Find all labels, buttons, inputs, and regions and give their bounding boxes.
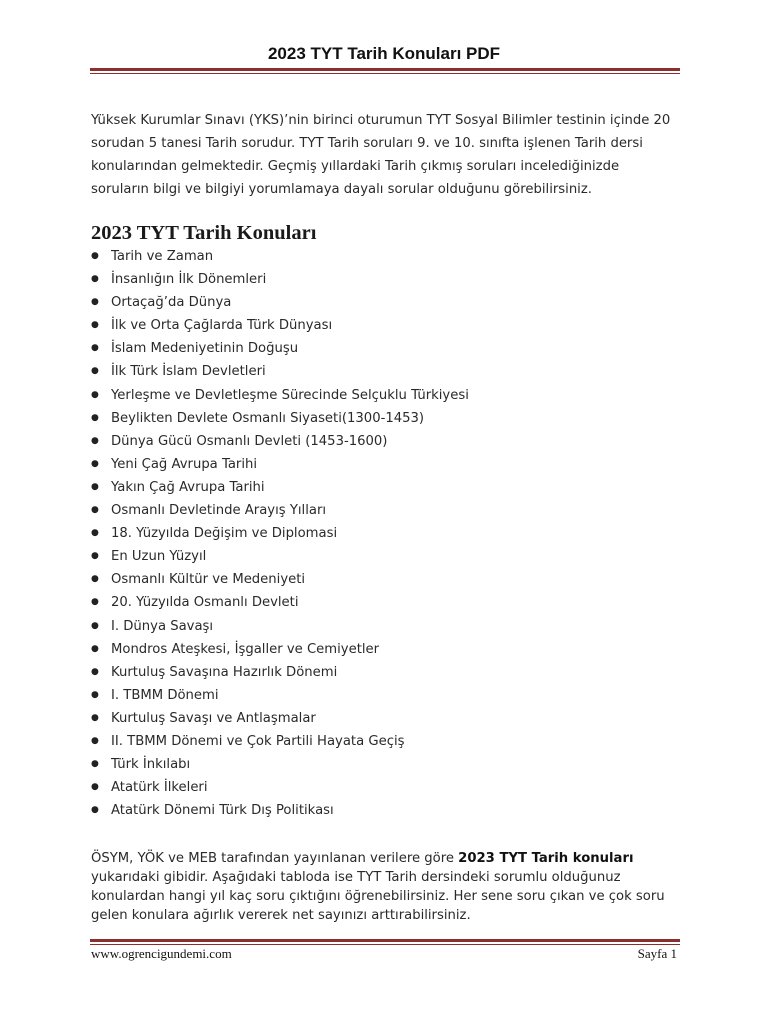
list-item <box>91 707 681 730</box>
list-item <box>91 360 681 383</box>
page-title: 2023 TYT Tarih Konuları PDF <box>267 44 501 63</box>
bullet-icon: ● <box>91 274 99 285</box>
list-item <box>91 776 681 799</box>
footer-page-number: Sayfa 1 <box>637 946 677 961</box>
bullet-icon: ● <box>91 412 99 423</box>
topic-label: I. Dünya Savaşı <box>111 618 214 634</box>
list-item <box>91 638 681 661</box>
bullet-icon: ● <box>91 251 99 261</box>
topic-label: İlk Türk İslam Devletleri <box>111 364 266 380</box>
list-item <box>91 337 681 360</box>
topic-label: Yakın Çağ Avrupa Tarihi <box>111 479 265 495</box>
topic-label: Yeni Çağ Avrupa Tarihi <box>111 456 258 472</box>
list-item <box>91 430 681 453</box>
topic-list <box>91 245 681 822</box>
topic-label: II. TBMM Dönemi ve Çok Partili Hayata Geçiş <box>111 733 405 749</box>
outro-bold-text: 2023 TYT Tarih konuları <box>458 851 634 866</box>
list-item <box>91 591 681 614</box>
bullet-icon: ● <box>91 481 99 492</box>
bullet-icon: ● <box>91 805 99 816</box>
list-item <box>91 568 681 591</box>
list-item <box>91 545 681 568</box>
topic-label: Dünya Gücü Osmanlı Devleti (1453-1600) <box>111 433 388 449</box>
bullet-icon: ● <box>91 435 99 446</box>
topic-label: Kurtuluş Savaşı ve Antlaşmalar <box>111 710 316 726</box>
topic-label: Osmanlı Devletinde Arayış Yılları <box>111 503 327 519</box>
bullet-icon: ● <box>91 389 99 400</box>
bullet-icon: ● <box>91 620 99 631</box>
list-item <box>91 268 681 291</box>
topic-label: En Uzun Yüzyıl <box>111 549 207 565</box>
intro-paragraph: Yüksek Kurumlar Sınavı (YKS)’nin birinci oturumun TYT Sosyal Bilimler testinin içinde 20 sorudan 5 tanesi Tarih sorudur. TYT Tarih soruları 9. ve 10. sınıfta işlenen Tarih dersi konularından gelmektedir. Geçmiş yıllardaki Tarih çıkmış soruları incelediğinizde soruların bilgi ve bilgiyi yorumlamaya dayalı sorular olduğunu görebilirsiniz. <box>91 113 671 197</box>
bullet-icon: ● <box>91 505 99 516</box>
topic-label: 18. Yüzyılda Değişim ve Diplomasi <box>111 526 338 542</box>
list-item <box>91 245 681 268</box>
list-item <box>91 615 681 638</box>
topic-label: İslam Medeniyetinin Doğuşu <box>111 341 299 357</box>
bullet-icon: ● <box>91 759 99 770</box>
topic-label: Osmanlı Kültür ve Medeniyeti <box>111 572 306 588</box>
list-item <box>91 384 681 407</box>
list-item <box>91 476 681 499</box>
bullet-icon: ● <box>91 528 99 539</box>
topic-label: İnsanlığın İlk Dönemleri <box>111 272 267 288</box>
bullet-icon: ● <box>91 597 99 608</box>
topic-label: Kurtuluş Savaşına Hazırlık Dönemi <box>111 664 338 680</box>
section-heading: 2023 TYT Tarih Konuları <box>91 222 317 244</box>
bullet-icon: ● <box>91 689 99 700</box>
bullet-icon: ● <box>91 551 99 562</box>
bullet-icon: ● <box>91 458 99 469</box>
topic-label: Tarih ve Zaman <box>111 249 214 264</box>
topic-label: Türk İnkılabı <box>111 757 191 773</box>
list-item <box>91 730 681 753</box>
list-item <box>91 661 681 684</box>
list-item <box>91 799 681 822</box>
list-item <box>91 407 681 430</box>
list-item <box>91 499 681 522</box>
topic-label: İlk ve Orta Çağlarda Türk Dünyası <box>111 318 333 334</box>
outro-text-before: ÖSYM, YÖK ve MEB tarafından yayınlanan verilere göre <box>91 851 459 866</box>
list-item <box>91 522 681 545</box>
topic-label: Ortaçağ’da Dünya <box>111 295 232 311</box>
bullet-icon: ● <box>91 574 99 585</box>
bullet-icon: ● <box>91 297 99 308</box>
bullet-icon: ● <box>91 643 99 654</box>
list-item <box>91 753 681 776</box>
topic-label: Beylikten Devlete Osmanlı Siyaseti(1300-1453) <box>111 410 425 426</box>
list-item <box>91 291 681 314</box>
bullet-icon: ● <box>91 666 99 677</box>
topic-label: Atatürk İlkeleri <box>111 780 208 796</box>
outro-text-after: yukarıdaki gibidir. Aşağıdaki tabloda ise TYT Tarih dersindeki sorumlu olduğunuz konulardan hangi yıl kaç soru çıktığını öğrenebilirsiniz. Her sene soru çıkan ve çok soru gelen konulara ağırlık vererek net sayınızı arttırabilirsiniz. <box>91 870 665 923</box>
bullet-icon: ● <box>91 320 99 331</box>
topic-label: Atatürk Dönemi Türk Dış Politikası <box>111 803 334 819</box>
list-item <box>91 453 681 476</box>
outro-paragraph <box>91 849 681 925</box>
topic-label: 20. Yüzyılda Osmanlı Devleti <box>111 595 299 611</box>
list-item <box>91 684 681 707</box>
header-rule <box>90 68 680 74</box>
bullet-icon: ● <box>91 712 99 723</box>
bullet-icon: ● <box>91 782 99 793</box>
topic-label: Yerleşme ve Devletleşme Sürecinde Selçuklu Türkiyesi <box>111 387 469 403</box>
bullet-icon: ● <box>91 735 99 746</box>
bullet-icon: ● <box>91 366 99 377</box>
bullet-icon: ● <box>91 343 99 354</box>
topic-label: Mondros Ateşkesi, İşgaller ve Cemiyetler <box>111 641 380 657</box>
footer-url-link[interactable]: www.ogrencigundemi.com <box>91 946 232 961</box>
list-item <box>91 314 681 337</box>
topic-label: I. TBMM Dönemi <box>111 687 219 703</box>
footer-rule <box>90 939 680 945</box>
